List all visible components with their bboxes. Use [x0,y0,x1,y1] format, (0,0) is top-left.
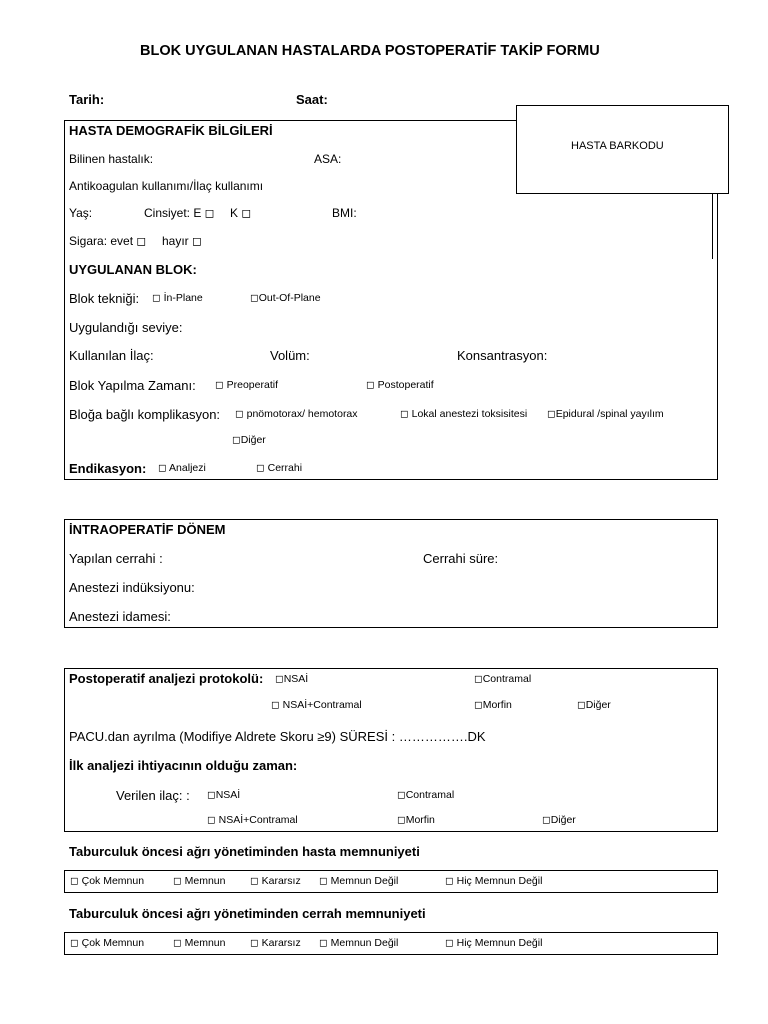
volume-label: Volüm: [270,348,310,363]
drug-label: Kullanılan İlaç: [69,348,154,363]
applied-block-heading: UYGULANAN BLOK: [69,262,197,277]
smoking-no-checkbox[interactable]: hayır ◻ [162,234,202,248]
demographics-heading: HASTA DEMOGRAFİK BİLGİLERİ [69,123,273,138]
anticoagulant-label: Antikoagulan kullanımı/İlaç kullanımı [69,179,264,193]
bmi-label: BMI: [332,206,357,220]
patient-not-satisfied-checkbox[interactable]: ◻ Memnun Değil [319,875,399,887]
given-drug-label: Verilen ilaç: : [116,788,190,803]
first-analgesia-need-label: İlk analjezi ihtiyacının olduğu zaman: [69,758,298,773]
anesthesia-maintenance-label: Anestezi idamesi: [69,609,171,624]
surgeon-satisfied-checkbox[interactable]: ◻ Memnun [173,937,226,949]
sex-male-checkbox[interactable]: Cinsiyet: E ◻ [144,206,215,220]
surgery-checkbox[interactable]: ◻ Cerrahi [256,462,303,474]
pacu-discharge-label: PACU.dan ayrılma (Modifiye Aldrete Skoru ≥9) SÜRESİ : …………….DK [69,729,486,744]
anesthesia-induction-label: Anestezi indüksiyonu: [69,580,195,595]
surgeon-satisfaction-heading: Taburculuk öncesi ağrı yönetiminden cerrah memnuniyeti [69,906,426,921]
concentration-label: Konsantrasyon: [457,348,548,363]
patient-satisfied-checkbox[interactable]: ◻ Memnun [173,875,226,887]
pneumothorax-checkbox[interactable]: ◻ pnömotorax/ hemotorax [235,408,358,420]
intraoperative-heading: İNTRAOPERATİF DÖNEM [69,522,226,537]
protocol-nsai-checkbox[interactable]: ◻NSAİ [275,673,309,685]
complication-label: Bloğa bağlı komplikasyon: [69,407,221,422]
surgeon-not-satisfied-checkbox[interactable]: ◻ Memnun Değil [319,937,399,949]
surgery-duration-label: Cerrahi süre: [423,551,499,566]
patient-satisfaction-heading: Taburculuk öncesi ağrı yönetiminden hasta memnuniyeti [69,844,420,859]
asa-label: ASA: [314,152,342,166]
time-label: Saat: [296,92,328,107]
protocol-other-checkbox[interactable]: ◻Diğer [577,699,611,711]
patient-undecided-checkbox[interactable]: ◻ Kararsız [250,875,301,887]
given-morfin-checkbox[interactable]: ◻Morfin [397,814,435,826]
applied-level-label: Uygulandığı seviye: [69,320,183,335]
in-plane-checkbox[interactable]: ◻ İn-Plane [152,292,203,304]
given-nsai-contramal-checkbox[interactable]: ◻ NSAİ+Contramal [207,814,298,826]
block-timing-label: Blok Yapılma Zamanı: [69,378,196,393]
patient-very-satisfied-checkbox[interactable]: ◻ Çok Memnun [70,875,145,887]
age-label: Yaş: [69,206,93,220]
barcode-connector [712,193,713,259]
given-contramal-checkbox[interactable]: ◻Contramal [397,789,455,801]
postoperative-checkbox[interactable]: ◻ Postoperatif [366,379,434,391]
protocol-nsai-contramal-checkbox[interactable]: ◻ NSAİ+Contramal [271,699,362,711]
smoking-yes-checkbox[interactable]: Sigara: evet ◻ [69,234,147,248]
known-disease-label: Bilinen hastalık: [69,152,154,166]
local-toxicity-checkbox[interactable]: ◻ Lokal anestezi toksisitesi [400,408,528,420]
out-of-plane-checkbox[interactable]: ◻Out-Of-Plane [250,292,321,304]
surgeon-very-satisfied-checkbox[interactable]: ◻ Çok Memnun [70,937,145,949]
surgery-performed-label: Yapılan cerrahi : [69,551,163,566]
protocol-contramal-checkbox[interactable]: ◻Contramal [474,673,532,685]
complication-other-checkbox[interactable]: ◻Diğer [232,434,266,446]
postoperative-section [64,668,718,832]
surgeon-undecided-checkbox[interactable]: ◻ Kararsız [250,937,301,949]
preoperative-checkbox[interactable]: ◻ Preoperatif [215,379,278,391]
indication-label: Endikasyon: [69,461,147,476]
date-label: Tarih: [69,92,105,107]
block-technique-label: Blok tekniği: [69,291,140,306]
surgeon-not-at-all-satisfied-checkbox[interactable]: ◻ Hiç Memnun Değil [445,937,543,949]
sex-female-checkbox[interactable]: K ◻ [230,206,252,220]
barcode-label: HASTA BARKODU [571,140,664,152]
form-title: BLOK UYGULANAN HASTALARDA POSTOPERATİF TAKİP FORMU [140,43,600,59]
protocol-morfin-checkbox[interactable]: ◻Morfin [474,699,512,711]
given-nsai-checkbox[interactable]: ◻NSAİ [207,789,241,801]
given-other-checkbox[interactable]: ◻Diğer [542,814,576,826]
analgesia-protocol-label: Postoperatif analjezi protokolü: [69,671,264,686]
epidural-spread-checkbox[interactable]: ◻Epidural /spinal yayılım [547,408,664,420]
patient-not-at-all-satisfied-checkbox[interactable]: ◻ Hiç Memnun Değil [445,875,543,887]
analgesia-checkbox[interactable]: ◻ Analjezi [158,462,206,474]
